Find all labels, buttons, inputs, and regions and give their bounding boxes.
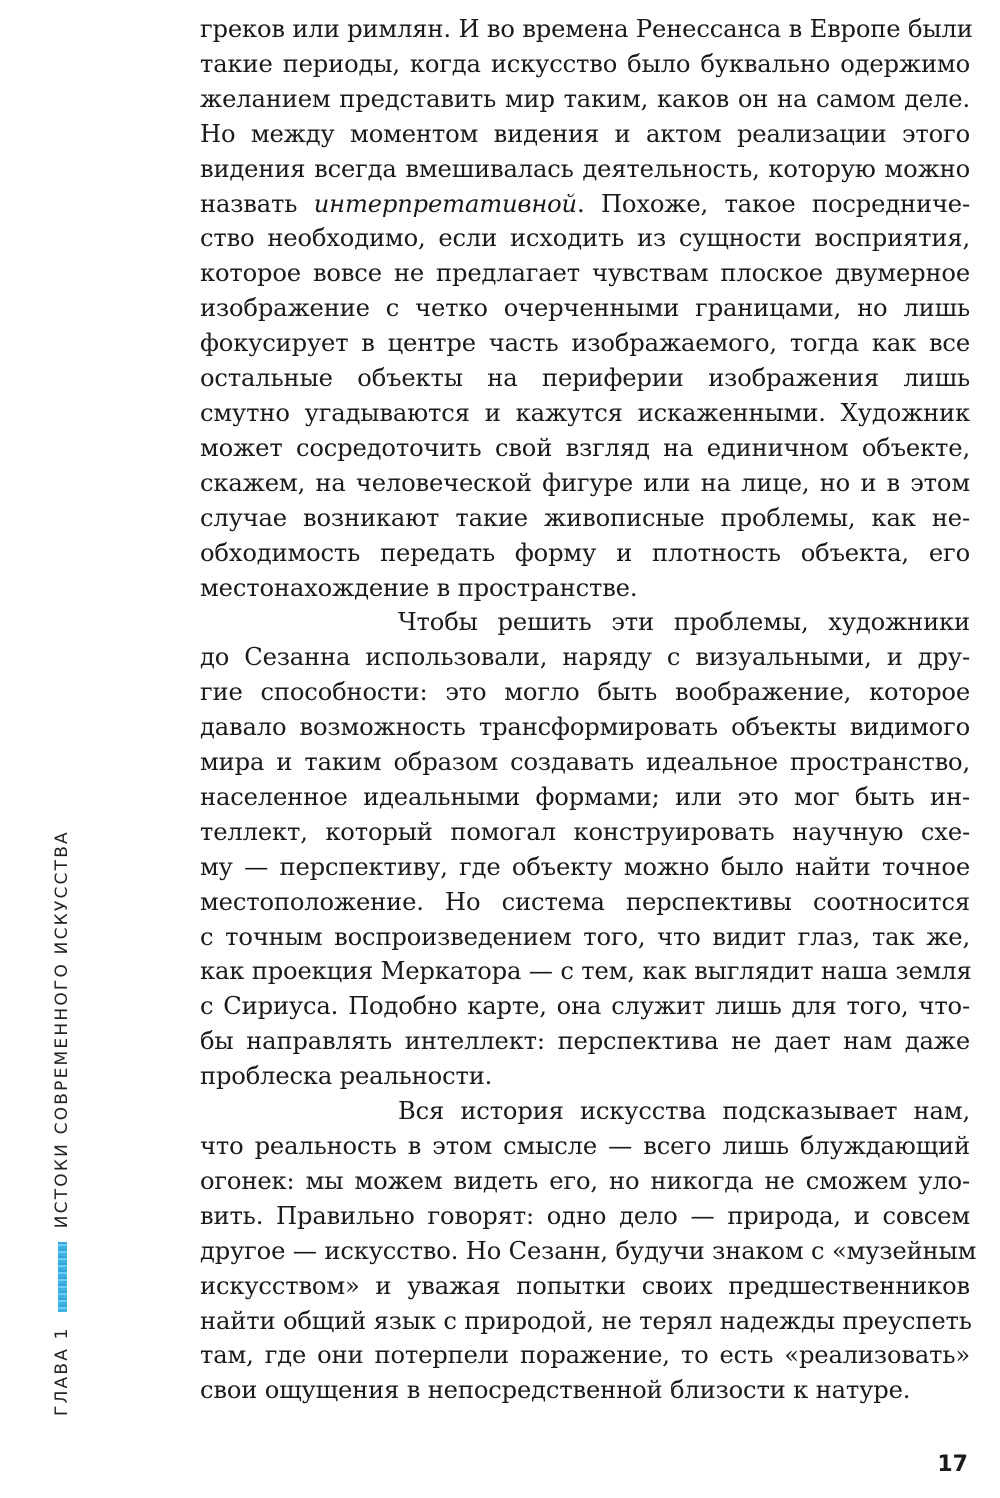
text-line: видения всегда вмешивалась деятельность, которую можно	[200, 154, 970, 183]
text-line: что реальность в этом смысле — всего лишь блуждающий	[200, 1132, 970, 1160]
text-line: как проекция Меркатора — с тем, как выглядит наша земля	[200, 957, 972, 986]
text-line: местонахождение в пространстве.	[200, 573, 638, 602]
text-line: обходимость передать форму и плотность объекта, его	[200, 538, 970, 567]
text-line: другое — искусство. Но Сезанн, будучи знаком с «музейным	[200, 1236, 977, 1265]
text-line: остальные объекты на периферии изображения лишь	[200, 364, 970, 393]
text-line: гие способности: это могло быть воображение, которое	[200, 678, 970, 707]
text-line: греков или римлян. И во времена Ренессанса в Европе были	[200, 15, 973, 43]
text-line: искусством» и уважая попытки своих предшественников	[200, 1271, 970, 1300]
page-number: 17	[937, 1452, 968, 1477]
text-fragment: назвать	[200, 189, 314, 218]
text-line: проблеска реальности.	[200, 1062, 493, 1091]
text-line: давало возможность трансформировать объекты видимого	[200, 713, 970, 742]
chapter-label: ГЛАВА 1	[52, 1326, 72, 1416]
text-fragment: . Похоже, такое посредниче-	[576, 189, 970, 218]
text-line: свои ощущения в непосредственной близости к натуре.	[200, 1376, 911, 1405]
text-line: желанием представить мир таким, каков он на самом деле.	[200, 84, 970, 113]
text-line: с точным воспроизведением того, что видит глаз, так же,	[200, 922, 970, 951]
text-line: найти общий язык с природой, не терял надежды преуспеть	[200, 1306, 972, 1335]
paragraph-3	[200, 1094, 977, 1408]
text-line: му — перспективу, где объекту можно было найти точное	[200, 852, 970, 881]
text-line: может сосредоточить свой взгляд на единичном объекте,	[200, 433, 970, 462]
text-line: которое вовсе не предлагает чувствам плоское двумерное	[200, 259, 970, 288]
text-line: мира и таким образом создавать идеальное пространство,	[200, 748, 970, 777]
text-line: с Сириуса. Подобно карте, она служит лишь для того, что-	[200, 992, 970, 1021]
body-text	[200, 12, 977, 1408]
text-line: случае возникают такие живописные проблемы, как не-	[200, 503, 970, 532]
text-line: там, где они потерпели поражение, то есть «реализовать»	[200, 1341, 970, 1370]
chapter-title: ИСТОКИ СОВРЕМЕННОГО ИСКУССТВА	[52, 830, 72, 1229]
text-line: такие периоды, когда искусство было буквально одержимо	[200, 49, 970, 78]
text-line-with-emphasis	[200, 187, 970, 222]
text-line: теллект, который помогал конструировать научную схе-	[200, 817, 970, 846]
emphasized-term: интерпретативной	[313, 189, 577, 218]
text-line: скажем, на человеческой фигуре или на лице, но и в этом	[200, 468, 970, 497]
chapter-divider-bar	[58, 1242, 67, 1312]
paragraph-2	[200, 605, 970, 1094]
text-line-indented: Вся история искусства подсказывает нам,	[398, 1097, 970, 1126]
text-line: Но между моментом видения и актом реализации этого	[200, 119, 970, 148]
text-line: огонек: мы можем видеть его, но никогда не сможем уло-	[200, 1166, 970, 1195]
text-line: до Сезанна использовали, наряду с визуальными, и дру-	[200, 643, 970, 672]
text-line: фокусирует в центре часть изображаемого, тогда как все	[200, 329, 970, 358]
text-line: ство необходимо, если исходить из сущности восприятия,	[200, 224, 970, 253]
text-line-indented: Чтобы решить эти проблемы, художники	[398, 608, 970, 637]
text-line: местоположение. Но система перспективы соотносится	[200, 887, 970, 916]
text-line: бы направлять интеллект: перспектива не дает нам даже	[200, 1027, 970, 1056]
text-line: вить. Правильно говорят: одно дело — природа, и совсем	[200, 1201, 970, 1230]
text-line: изображение с четко очерченными границами, но лишь	[200, 294, 970, 323]
text-line: населенное идеальными формами; или это мог быть ин-	[200, 782, 970, 811]
text-line: смутно угадываются и кажутся искаженными. Художник	[200, 398, 970, 427]
running-header-vertical	[52, 830, 72, 1416]
paragraph-1	[200, 12, 973, 605]
